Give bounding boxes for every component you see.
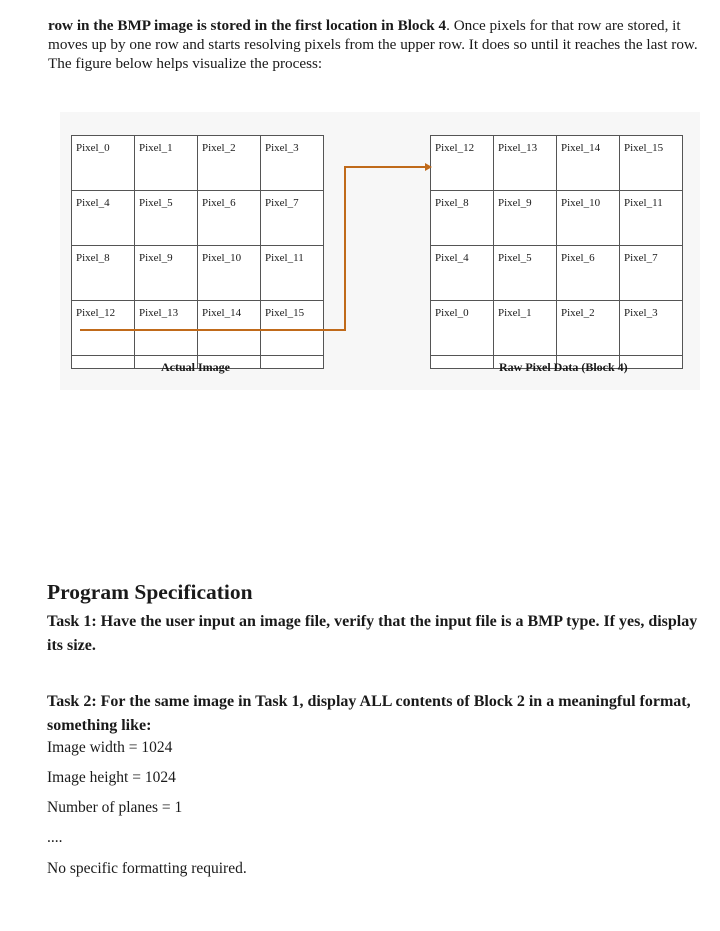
raw-cell: Pixel_1: [494, 301, 557, 356]
task-1-text: Task 1: Have the user input an image file, verify that the input file is a BMP type. If yes, display its size.: [47, 613, 698, 654]
raw-cell: Pixel_5: [494, 246, 557, 301]
raw-cell: Pixel_4: [431, 246, 494, 301]
actual-cell: Pixel_0: [72, 136, 135, 191]
raw-cell: Pixel_12: [431, 136, 494, 191]
example-line-ellipsis: ....: [47, 829, 63, 846]
raw-cell: Pixel_9: [494, 191, 557, 246]
intro-bold-text: row in the BMP image is stored in the first location in Block 4: [48, 17, 447, 34]
raw-cell: Pixel_6: [557, 246, 620, 301]
raw-cell: Pixel_13: [494, 136, 557, 191]
actual-cell: Pixel_1: [135, 136, 198, 191]
actual-cell: Pixel_3: [261, 136, 324, 191]
raw-cell: Pixel_7: [620, 246, 683, 301]
raw-cell: Pixel_8: [431, 191, 494, 246]
actual-cell: Pixel_15: [261, 301, 324, 356]
actual-cell: Pixel_2: [198, 136, 261, 191]
actual-image-caption: Actual Image: [161, 360, 230, 374]
actual-cell: Pixel_11: [261, 246, 324, 301]
example-line-planes: Number of planes = 1: [47, 799, 183, 816]
actual-cell: Pixel_8: [72, 246, 135, 301]
actual-cell: Pixel_5: [135, 191, 198, 246]
raw-cell: Pixel_14: [557, 136, 620, 191]
raw-cell: Pixel_15: [620, 136, 683, 191]
actual-cell: Pixel_9: [135, 246, 198, 301]
raw-cell: Pixel_2: [557, 301, 620, 356]
raw-cell: Pixel_0: [431, 301, 494, 356]
actual-cell: Pixel_10: [198, 246, 261, 301]
actual-cell: Pixel_7: [261, 191, 324, 246]
formatting-note: No specific formatting required.: [47, 860, 247, 877]
example-line-height: Image height = 1024: [47, 769, 176, 786]
section-heading: Program Specification: [47, 580, 253, 604]
mapping-line: [80, 167, 425, 330]
task-2-text: Task 2: For the same image in Task 1, display ALL contents of Block 2 in a meaningful format, something like:: [47, 693, 691, 734]
arrow-head-icon: [425, 163, 432, 171]
actual-cell: Pixel_6: [198, 191, 261, 246]
raw-cell: Pixel_3: [620, 301, 683, 356]
actual-cell: Pixel_13: [135, 301, 198, 356]
raw-cell: Pixel_10: [557, 191, 620, 246]
actual-cell: Pixel_12: [72, 301, 135, 356]
intro-rest-text: . Once pixels for that row are stored, it moves up by one row and starts resolving pixels from the upper row. It does so until it reaches the last row. The figure below helps visualize the process:: [48, 17, 698, 72]
actual-cell: Pixel_14: [198, 301, 261, 356]
example-line-width: Image width = 1024: [47, 739, 173, 756]
raw-cell: Pixel_11: [620, 191, 683, 246]
actual-cell: Pixel_4: [72, 191, 135, 246]
raw-pixel-caption: Raw Pixel Data (Block 4): [499, 360, 628, 374]
